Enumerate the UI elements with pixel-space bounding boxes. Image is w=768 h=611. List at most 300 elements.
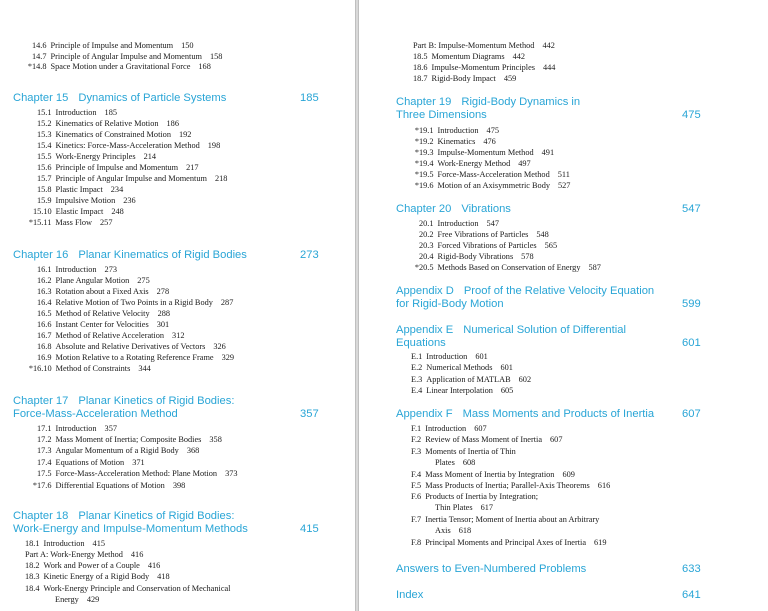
toc-title-text: Methods Based on Conservation of Energy [437, 263, 581, 272]
toc-partA-text: Part A: Work-Energy Method [25, 550, 123, 559]
toc-entry[interactable] [31, 108, 117, 118]
chapter-page-number: 475 [682, 109, 701, 121]
toc-title-text: Moments of Inertia of Thin [425, 447, 516, 456]
toc-entry[interactable] [31, 185, 123, 195]
toc-label-text: Chapter 20 [396, 203, 452, 215]
toc-entry[interactable] [31, 309, 170, 319]
toc-title-text: Three Dimensions [396, 109, 487, 121]
toc-label-text: Chapter 17 [13, 395, 69, 407]
toc-page-text: 602 [518, 375, 532, 384]
toc-title-text: Impulse-Momentum Principles [431, 63, 535, 72]
toc-page-text: 442 [542, 41, 555, 50]
toc-num-text: 17.3 [37, 446, 52, 455]
toc-num-text: 19.4 [419, 159, 434, 168]
toc-num-text: F.1 [411, 424, 422, 433]
toc-title-text: Introduction [437, 219, 479, 228]
toc-title-text: Planar Kinetics of Rigid Bodies: [78, 510, 235, 522]
toc-entry[interactable] [31, 331, 185, 341]
toc-title-text: Thin Plates [435, 503, 473, 512]
toc-title-text: Angular Momentum of a Rigid Body [55, 446, 179, 455]
toc-num-text: F.3 [411, 447, 422, 456]
toc-title-text: Review of Mass Moment of Inertia [425, 435, 543, 444]
toc-page-text: 605 [500, 386, 514, 395]
toc-title-text: Introduction [426, 352, 468, 361]
chapter-page-number: 607 [682, 408, 701, 420]
toc-entry[interactable] [27, 218, 112, 228]
toc-star-text: * [414, 159, 419, 168]
toc-num-text: 15.8 [37, 185, 52, 194]
toc-title-text: Method of Constraints [55, 364, 131, 373]
toc-num-text: 14.6 [32, 41, 47, 50]
toc-title-text: Space Motion under a Gravitational Force [50, 62, 191, 71]
toc-page-text: 609 [562, 470, 575, 479]
toc-title-text: Impulsive Motion [55, 196, 116, 205]
toc-page-text: 607 [474, 424, 487, 433]
toc-title-text: Rigid-Body Vibrations [437, 252, 514, 261]
toc-title-text: Work and Power of a Couple [43, 561, 140, 570]
toc-title-text: Work-Energy Method [437, 159, 511, 168]
toc-page-text: 273 [104, 265, 117, 274]
toc-num-text: 16.6 [37, 320, 52, 329]
toc-page-text: 459 [503, 74, 517, 83]
toc-page-text: 301 [156, 320, 170, 329]
toc-num-text: 20.4 [419, 252, 434, 261]
toc-title-text: Principle of Angular Impulse and Momentum [50, 52, 202, 61]
toc-title-text: Introduction [425, 424, 467, 433]
toc-num-text: 16.5 [37, 309, 52, 318]
toc-title-text: Application of MATLAB [426, 375, 511, 384]
toc-title-text: Rigid-Body Impact [431, 74, 496, 83]
toc-entry[interactable] [413, 63, 555, 73]
toc-entry[interactable] [31, 424, 117, 434]
toc-entry[interactable] [31, 298, 233, 308]
toc-title-text: for Rigid-Body Motion [396, 298, 504, 310]
toc-page-text: 475 [486, 126, 499, 135]
toc-page-text: 616 [597, 481, 611, 490]
toc-entry[interactable] [413, 241, 557, 251]
toc-title-text: Relative Motion of Two Points in a Rigid Body [55, 298, 213, 307]
chapter-page-number: 599 [682, 298, 701, 310]
toc-title-text: Kinetics: Force-Mass-Acceleration Method [55, 141, 200, 150]
toc-page-text: 587 [588, 263, 601, 272]
toc-star-text: * [414, 181, 419, 190]
toc-num-text: 16.8 [37, 342, 52, 351]
toc-title-text: Force-Mass-Acceleration Method: Plane Motion [55, 469, 218, 478]
toc-num-text: 16.3 [37, 287, 52, 296]
toc-entry[interactable] [413, 52, 525, 62]
toc-entry[interactable] [31, 342, 226, 352]
toc-title-text: Rotation about a Fixed Axis [55, 287, 149, 296]
appendix-d-heading[interactable] [396, 285, 766, 311]
toc-title-text: Dynamics of Particle Systems [78, 92, 227, 104]
page-gutter [355, 0, 359, 611]
toc-title-text: Numerical Solution of Differential [463, 324, 626, 336]
toc-label-text: Appendix D [396, 285, 454, 297]
toc-page-text: 192 [178, 130, 192, 139]
toc-num-text: 20.3 [419, 241, 434, 250]
chapter-15-heading[interactable] [13, 92, 333, 105]
toc-page-text: 442 [512, 52, 526, 61]
toc-entry[interactable] [31, 481, 185, 491]
toc-page-text: 158 [209, 52, 223, 61]
toc-entry[interactable] [411, 424, 487, 434]
toc-num-text: 15.2 [37, 119, 52, 128]
toc-label-text: Chapter 16 [13, 249, 69, 261]
toc-entry[interactable] [31, 196, 136, 206]
toc-partA-page-text: 416 [130, 550, 144, 559]
toc-label-text: Chapter 15 [13, 92, 69, 104]
toc-entry[interactable] [411, 538, 606, 548]
toc-title-text: Kinetic Energy of a Rigid Body [43, 572, 150, 581]
toc-title-text: Axis [435, 526, 451, 535]
toc-entry[interactable] [31, 265, 117, 275]
toc-title-text: Mass Products of Inertia; Parallel-Axis Theorems [425, 481, 590, 490]
toc-title-text: Planar Kinetics of Rigid Bodies: [78, 395, 235, 407]
toc-num-text: 18.5 [413, 52, 428, 61]
toc-title-text: Rigid-Body Dynamics in [461, 96, 581, 108]
toc-num-text: 19.6 [419, 181, 434, 190]
toc-entry[interactable] [25, 539, 105, 549]
toc-num-text: 14.8 [32, 62, 47, 71]
toc-entry-continuation[interactable] [435, 458, 475, 468]
toc-title-text: Proof of the Relative Velocity Equation [463, 285, 655, 297]
toc-title-text: Introduction [437, 126, 479, 135]
toc-page-text: 275 [137, 276, 150, 285]
toc-page-text: 236 [123, 196, 136, 205]
chapter-page-number: 185 [300, 92, 319, 104]
toc-num-text: 17.4 [37, 458, 52, 467]
toc-entry[interactable] [31, 320, 169, 330]
toc-page-text: 312 [172, 331, 185, 340]
toc-entry[interactable] [413, 148, 554, 158]
toc-title-text: Plastic Impact [55, 185, 103, 194]
toc-title-text: Absolute and Relative Derivatives of Vectors [55, 342, 206, 351]
chapter-16-heading[interactable] [13, 249, 333, 262]
toc-num-text: 16.2 [37, 276, 52, 285]
toc-label-text: Part B: Impulse-Momentum Method [413, 41, 535, 50]
toc-title-text: Vibrations [461, 203, 511, 215]
toc-num-text: 15.11 [33, 218, 52, 227]
toc-page-text: 358 [209, 435, 222, 444]
toc-entry[interactable] [31, 119, 179, 129]
toc-num-text: 20.2 [419, 230, 434, 239]
toc-num-text: 18.6 [413, 63, 428, 72]
toc-title-text: Equations of Motion [55, 458, 125, 467]
toc-title-text: Plates [435, 458, 455, 467]
toc-page-text: 415 [92, 539, 105, 548]
toc-page-text: 429 [86, 595, 100, 604]
toc-label-text: Answers to Even-Numbered Problems [396, 563, 587, 575]
toc-entry[interactable] [413, 263, 601, 273]
toc-label-text: Appendix F [396, 408, 453, 420]
toc-num-text: F.8 [411, 538, 422, 547]
answers-heading[interactable] [396, 563, 766, 576]
toc-entry[interactable] [413, 74, 516, 84]
toc-num-text: 15.5 [37, 152, 52, 161]
toc-entry[interactable] [25, 572, 170, 582]
toc-entry[interactable] [411, 515, 599, 525]
toc-entry[interactable] [411, 386, 513, 396]
chapter-page-number: 415 [300, 523, 319, 535]
toc-title-text: Impulse-Momentum Method [437, 148, 534, 157]
toc-title-text: Instant Center for Velocities [55, 320, 149, 329]
toc-page-text: 619 [594, 538, 607, 547]
toc-title-text: Work-Energy Principle and Conservation of Mechanical [43, 584, 231, 593]
toc-page-text: 257 [100, 218, 113, 227]
toc-title-text: Work-Energy and Impulse-Momentum Methods [13, 523, 248, 535]
toc-title-text: Principle of Impulse and Momentum [50, 41, 174, 50]
toc-title-text: Principle of Impulse and Momentum [55, 163, 179, 172]
toc-page-text: 287 [220, 298, 234, 307]
toc-num-text: E.2 [411, 363, 423, 372]
toc-star-text: * [414, 137, 419, 146]
toc-entry[interactable] [411, 363, 513, 373]
toc-title-text: Motion of an Axisymmetric Body [437, 181, 550, 190]
toc-entry[interactable] [413, 159, 531, 169]
toc-entry[interactable] [411, 435, 562, 445]
toc-num-text: 18.4 [25, 584, 40, 593]
toc-entry-continuation[interactable] [55, 595, 99, 605]
toc-page-text: 198 [207, 141, 221, 150]
toc-star-text: * [28, 364, 33, 373]
toc-label-text: Chapter 19 [396, 96, 452, 108]
part-heading[interactable] [413, 41, 555, 51]
toc-page-text: 326 [213, 342, 226, 351]
toc-label-text: Index [396, 589, 424, 601]
toc-num-text: 15.7 [37, 174, 52, 183]
toc-page-text: 218 [214, 174, 228, 183]
appendix-e-heading[interactable] [396, 324, 766, 350]
toc-entry[interactable] [413, 137, 496, 147]
toc-entry[interactable] [27, 207, 124, 217]
toc-page-text: 185 [104, 108, 117, 117]
toc-entry[interactable] [31, 174, 227, 184]
toc-star-text: * [414, 263, 419, 272]
toc-num-text: 20.1 [419, 219, 434, 228]
toc-entry[interactable] [31, 276, 150, 286]
toc-num-text: 15.6 [37, 163, 52, 172]
toc-page-text: 491 [541, 148, 555, 157]
toc-page-text: 578 [521, 252, 534, 261]
toc-page-text: 373 [225, 469, 238, 478]
toc-page-text: 357 [104, 424, 117, 433]
toc-title-text: Introduction [55, 108, 97, 117]
toc-entry[interactable] [26, 52, 222, 62]
toc-star-text: * [414, 170, 419, 179]
part-heading[interactable] [25, 550, 143, 560]
toc-num-text: 18.7 [413, 74, 428, 83]
chapter-20-heading[interactable] [396, 203, 766, 216]
toc-entry[interactable] [413, 219, 499, 229]
toc-star-text: * [414, 126, 419, 135]
toc-title-text: Mass Moment of Inertia; Composite Bodies [55, 435, 202, 444]
toc-page-text: 217 [186, 163, 199, 172]
toc-page-text: 444 [543, 63, 556, 72]
appendix-f-heading[interactable] [396, 408, 766, 421]
toc-num-text: 19.2 [419, 137, 434, 146]
toc-entry[interactable] [413, 252, 534, 262]
chapter-18-heading[interactable] [13, 510, 333, 536]
toc-entry[interactable] [411, 470, 575, 480]
toc-title-text: Work-Energy Principles [55, 152, 136, 161]
chapter-page-number: 641 [682, 589, 701, 601]
toc-title-text: Energy [55, 595, 79, 604]
toc-page-text: 416 [147, 561, 161, 570]
toc-num-text: 15.3 [37, 130, 52, 139]
toc-entry[interactable] [31, 435, 222, 445]
toc-entry[interactable] [31, 141, 220, 151]
chapter-page-number: 273 [300, 249, 319, 261]
toc-num-text: 15.9 [37, 196, 52, 205]
toc-page-text: 476 [483, 137, 496, 146]
toc-title-text: Kinematics of Constrained Motion [55, 130, 171, 139]
toc-entry[interactable] [25, 561, 160, 571]
toc-star-text: * [32, 481, 37, 490]
toc-title-text: Force-Mass-Acceleration Method [437, 170, 550, 179]
toc-num-text: 16.10 [33, 364, 52, 373]
toc-page-text: 608 [462, 458, 476, 467]
toc-num-text: 16.7 [37, 331, 52, 340]
toc-title-text: Products of Inertia by Integration; [425, 492, 539, 501]
toc-num-text: 16.9 [37, 353, 52, 362]
chapter-17-heading[interactable] [13, 395, 333, 421]
toc-star-text: * [414, 148, 419, 157]
toc-entry[interactable] [411, 492, 538, 502]
toc-title-text: Introduction [43, 539, 85, 548]
toc-entry[interactable] [411, 352, 488, 362]
toc-num-text: 20.5 [419, 263, 434, 272]
toc-num-text: 18.1 [25, 539, 40, 548]
toc-entry[interactable] [411, 375, 531, 385]
toc-entry[interactable] [26, 41, 194, 51]
toc-num-text: 15.1 [37, 108, 52, 117]
toc-num-text: E.3 [411, 375, 423, 384]
toc-num-text: E.1 [411, 352, 423, 361]
toc-title-text: Mass Moment of Inertia by Integration [425, 470, 555, 479]
toc-entry[interactable] [31, 458, 145, 468]
chapter-page-number: 601 [682, 337, 701, 349]
toc-title-text: Introduction [55, 265, 97, 274]
toc-title-text: Free Vibrations of Particles [437, 230, 529, 239]
toc-entry[interactable] [413, 181, 570, 191]
toc-label-text: Appendix E [396, 324, 454, 336]
toc-title-text: Plane Angular Motion [55, 276, 130, 285]
toc-title-text: Planar Kinematics of Rigid Bodies [78, 249, 247, 261]
toc-num-text: F.6 [411, 492, 422, 501]
toc-page-text: 248 [111, 207, 124, 216]
toc-num-text: F.4 [411, 470, 422, 479]
toc-entry[interactable] [31, 163, 199, 173]
toc-entry[interactable] [31, 469, 238, 479]
toc-page-text: 565 [544, 241, 558, 250]
toc-num-text: 14.7 [32, 52, 47, 61]
toc-num-text: 16.4 [37, 298, 52, 307]
toc-page-text: 511 [557, 170, 570, 179]
toc-title-text: Forced Vibrations of Particles [437, 241, 537, 250]
toc-title-text: Force-Mass-Acceleration Method [13, 408, 178, 420]
toc-page-text: 547 [486, 219, 499, 228]
toc-title-text: Principle of Angular Impulse and Momentum [55, 174, 207, 183]
toc-entry[interactable] [411, 447, 516, 457]
toc-entry[interactable] [31, 353, 234, 363]
toc-title-text: Linear Interpolation [426, 386, 493, 395]
toc-entry[interactable] [26, 62, 211, 72]
toc-num-text: 15.10 [33, 207, 52, 216]
toc-title-text: Elastic Impact [55, 207, 104, 216]
toc-page-text: 329 [221, 353, 235, 362]
toc-num-text: 17.1 [37, 424, 52, 433]
toc-num-text: F.2 [411, 435, 422, 444]
toc-entry-continuation[interactable] [435, 503, 493, 513]
toc-page-text: 601 [500, 363, 513, 372]
toc-entry-continuation[interactable] [435, 526, 471, 536]
toc-entry[interactable] [31, 152, 156, 162]
toc-page-text: 497 [518, 159, 531, 168]
toc-title-text: Principal Moments and Principal Axes of Inertia [425, 538, 587, 547]
toc-num-text: 18.2 [25, 561, 40, 570]
toc-page-text: 344 [138, 364, 151, 373]
toc-entry[interactable] [413, 170, 570, 180]
toc-num-text: 16.1 [37, 265, 52, 274]
toc-label-text: Chapter 18 [13, 510, 69, 522]
toc-entry[interactable] [413, 230, 549, 240]
toc-page-text: 527 [558, 181, 571, 190]
toc-entry[interactable] [411, 481, 610, 491]
toc-star-text: * [28, 218, 33, 227]
toc-page-text: 418 [157, 572, 170, 581]
toc-page-text: 234 [110, 185, 124, 194]
toc-title-text: Inertia Tensor; Moment of Inertia about an Arbitrary [425, 515, 600, 524]
toc-title-text: Numerical Methods [426, 363, 493, 372]
toc-title-text: Motion Relative to a Rotating Reference Frame [55, 353, 214, 362]
toc-num-text: 17.5 [37, 469, 52, 478]
toc-title-text: Kinematics [437, 137, 476, 146]
toc-star-text: * [27, 62, 32, 71]
index-heading[interactable] [396, 589, 766, 602]
toc-num-text: 17.2 [37, 435, 52, 444]
toc-entry[interactable] [27, 364, 151, 374]
toc-page-text: 601 [475, 352, 488, 361]
chapter-page-number: 633 [682, 563, 701, 575]
toc-page-text: 617 [480, 503, 494, 512]
toc-page-text: 548 [536, 230, 549, 239]
toc-page-text: 398 [172, 481, 186, 490]
toc-page-text: 214 [143, 152, 157, 161]
toc-entry[interactable] [31, 130, 191, 140]
toc-page-text: 368 [186, 446, 200, 455]
toc-entry[interactable] [25, 584, 231, 594]
toc-num-text: E.4 [411, 386, 423, 395]
toc-page-text: 288 [157, 309, 171, 318]
toc-page-text: 186 [166, 119, 179, 128]
toc-entry[interactable] [31, 446, 199, 456]
toc-num-text: 18.3 [25, 572, 40, 581]
toc-title-text: Introduction [55, 424, 97, 433]
toc-entry[interactable] [413, 126, 499, 136]
chapter-19-heading[interactable] [396, 96, 766, 122]
chapter-page-number: 547 [682, 203, 701, 215]
toc-num-text: 15.4 [37, 141, 52, 150]
toc-page-text: 150 [181, 41, 194, 50]
toc-num-text: 19.1 [419, 126, 434, 135]
toc-title-text: Momentum Diagrams [431, 52, 505, 61]
toc-num-text: F.7 [411, 515, 422, 524]
toc-page-text: 278 [156, 287, 170, 296]
toc-entry[interactable] [31, 287, 169, 297]
toc-page-text: 607 [550, 435, 563, 444]
toc-title-text: Method of Relative Velocity [55, 309, 150, 318]
toc-title-text: Kinematics of Relative Motion [55, 119, 159, 128]
